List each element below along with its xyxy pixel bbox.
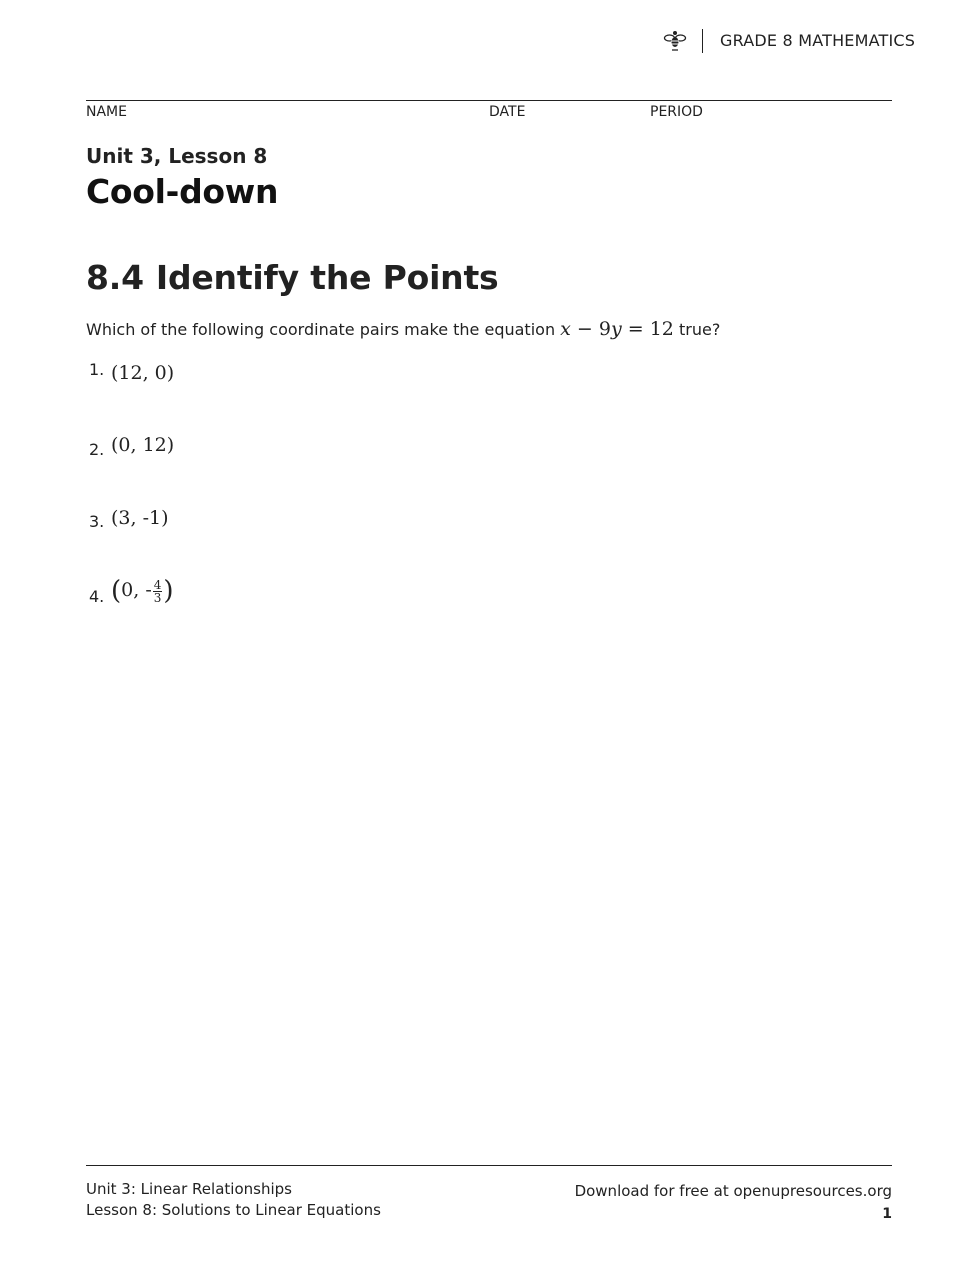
header-divider [702,29,703,53]
option-number: 4. [89,587,105,606]
prompt-text: Which of the following coordinate pairs make the equation [86,320,556,339]
question-prompt [86,318,720,340]
footer-download-link[interactable]: Download for free at openupresources.org [574,1182,892,1200]
section-heading [86,258,499,297]
page-number: 1 [882,1206,892,1222]
equation-x: x [560,318,571,340]
close-paren: ) [163,576,174,606]
equation-minus-term: − 9 [570,318,611,340]
header-rule [86,100,892,101]
footer-lesson: Lesson 8: Solutions to Linear Equations [86,1201,381,1219]
prompt-text-end: true? [679,320,721,339]
option-value: (3, -1) [111,507,169,529]
equation-y: y [610,318,622,340]
bee-logo-icon [663,29,687,53]
page-title: Cool-down [86,172,279,211]
open-paren: ( [111,576,122,606]
option-value: (0, 12) [111,434,175,456]
option-value: (12, 0) [111,362,175,384]
section-title: Identify the Points [155,258,499,297]
course-title: GRADE 8 MATHEMATICS [720,31,916,50]
fraction [153,579,163,604]
section-number: 8.4 [86,258,144,297]
option-number: 3. [89,512,105,531]
option-number: 2. [89,440,105,459]
unit-lesson-heading: Unit 3, Lesson 8 [86,144,268,168]
option-number: 1. [89,360,105,379]
fraction-denominator: 3 [153,590,162,605]
footer-rule [86,1165,892,1166]
equation [560,318,674,340]
footer-unit: Unit 3: Linear Relationships [86,1180,292,1198]
period-label: PERIOD [650,104,703,120]
option-value [111,576,174,606]
option-first-part: 0, - [121,579,152,601]
fraction-numerator: 4 [153,577,162,592]
name-label: NAME [86,104,127,120]
date-label: DATE [489,104,526,120]
equation-rhs: = 12 [621,318,674,340]
